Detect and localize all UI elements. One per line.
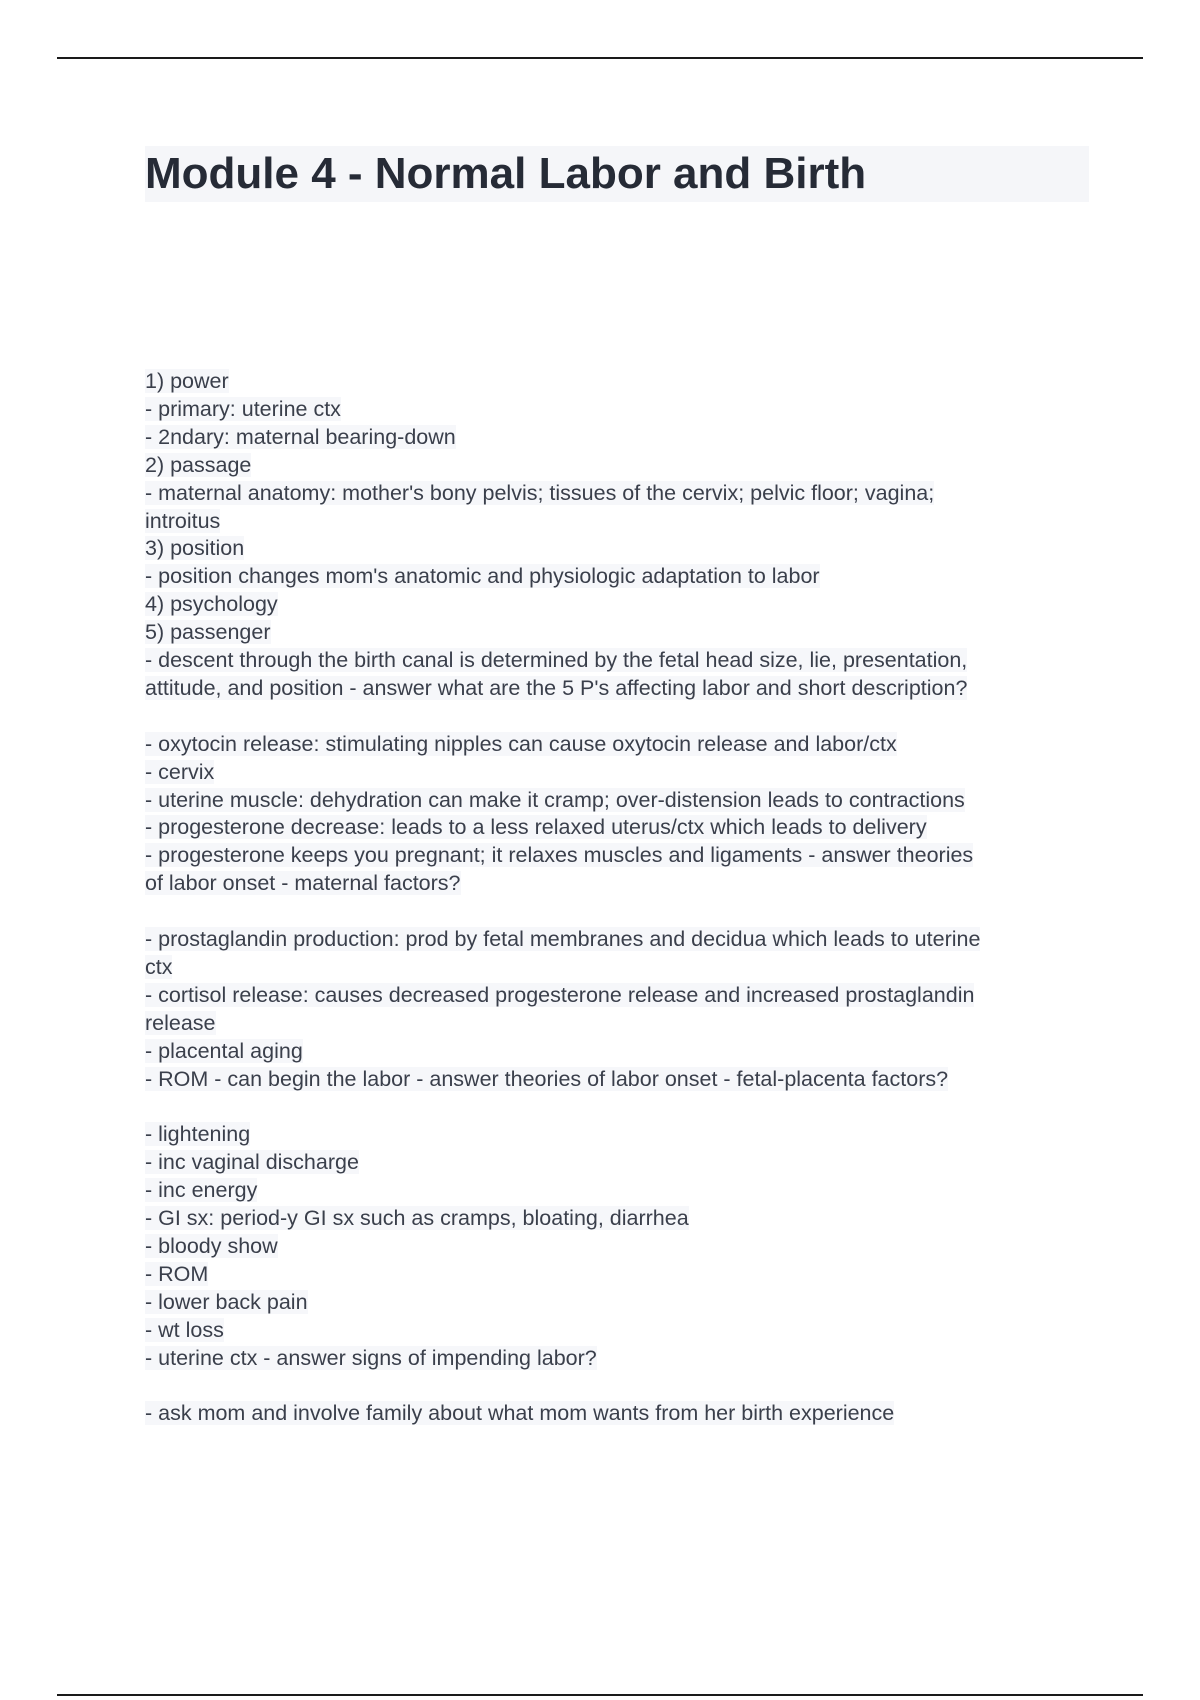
- qa-block-five-ps: [145, 368, 1090, 703]
- text-line: - cervix: [145, 759, 215, 784]
- text-line: ctx: [145, 955, 173, 979]
- bottom-rule: [57, 1694, 1143, 1696]
- text-line: - inc vaginal discharge: [145, 1150, 359, 1175]
- qa-block-fetal-placenta-factors: [145, 926, 1090, 1093]
- text-line: - ROM: [145, 1261, 209, 1286]
- text-line: - cortisol release: causes decreased progesterone release and increased prostaglandin: [145, 982, 975, 1007]
- text-line: - 2ndary: maternal bearing-down: [145, 424, 456, 449]
- text-line: 3) position: [145, 536, 245, 561]
- flashcard-content: [145, 368, 1090, 1428]
- text-line: 4) psychology: [145, 592, 278, 617]
- qa-block-impending-labor: [145, 1121, 1090, 1372]
- text-line: - position changes mom's anatomic and physiologic adaptation to labor: [145, 564, 820, 589]
- text-line: - descent through the birth canal is determined by the fetal head size, lie, presentation,: [145, 648, 968, 673]
- text-line: - oxytocin release: stimulating nipples can cause oxytocin release and labor/ctx: [145, 731, 897, 756]
- text-line: 2) passage: [145, 452, 252, 477]
- text-line: introitus: [145, 508, 221, 533]
- text-line: attitude, and position - answer what are the 5 P's affecting labor and short description?: [145, 675, 968, 700]
- text-line: 1) power: [145, 369, 229, 393]
- text-line: - ask mom and involve family about what mom wants from her birth experience: [145, 1401, 895, 1426]
- text-line: - ROM - can begin the labor - answer theories of labor onset - fetal-placenta factors?: [145, 1066, 949, 1091]
- text-line: - lower back pain: [145, 1289, 308, 1314]
- top-rule: [57, 57, 1143, 59]
- text-line: - progesterone keeps you pregnant; it relaxes muscles and ligaments - answer theories: [145, 843, 974, 868]
- text-line: release: [145, 1010, 216, 1035]
- text-line: - uterine ctx - answer signs of impending labor?: [145, 1345, 597, 1370]
- text-line: - maternal anatomy: mother's bony pelvis; tissues of the cervix; pelvic floor; vagina;: [145, 480, 935, 505]
- text-line: - uterine muscle: dehydration can make it cramp; over-distension leads to contractions: [145, 787, 965, 812]
- qa-block-birth-plan: [145, 1400, 1090, 1428]
- text-line: - inc energy: [145, 1178, 258, 1203]
- text-line: - bloody show: [145, 1234, 278, 1259]
- text-line: - wt loss: [145, 1317, 224, 1342]
- text-line: of labor onset - maternal factors?: [145, 871, 461, 896]
- text-line: - progesterone decrease: leads to a less relaxed uterus/ctx which leads to delivery: [145, 815, 927, 840]
- text-line: 5) passenger: [145, 620, 271, 645]
- page-title: Module 4 - Normal Labor and Birth: [145, 146, 1089, 202]
- text-line: - prostaglandin production: prod by fetal membranes and decidua which leads to uterine: [145, 927, 981, 952]
- text-line: - GI sx: period-y GI sx such as cramps, bloating, diarrhea: [145, 1206, 689, 1231]
- text-line: - primary: uterine ctx: [145, 396, 341, 421]
- text-line: - lightening: [145, 1122, 251, 1147]
- text-line: - placental aging: [145, 1038, 303, 1063]
- qa-block-maternal-factors: [145, 731, 1090, 898]
